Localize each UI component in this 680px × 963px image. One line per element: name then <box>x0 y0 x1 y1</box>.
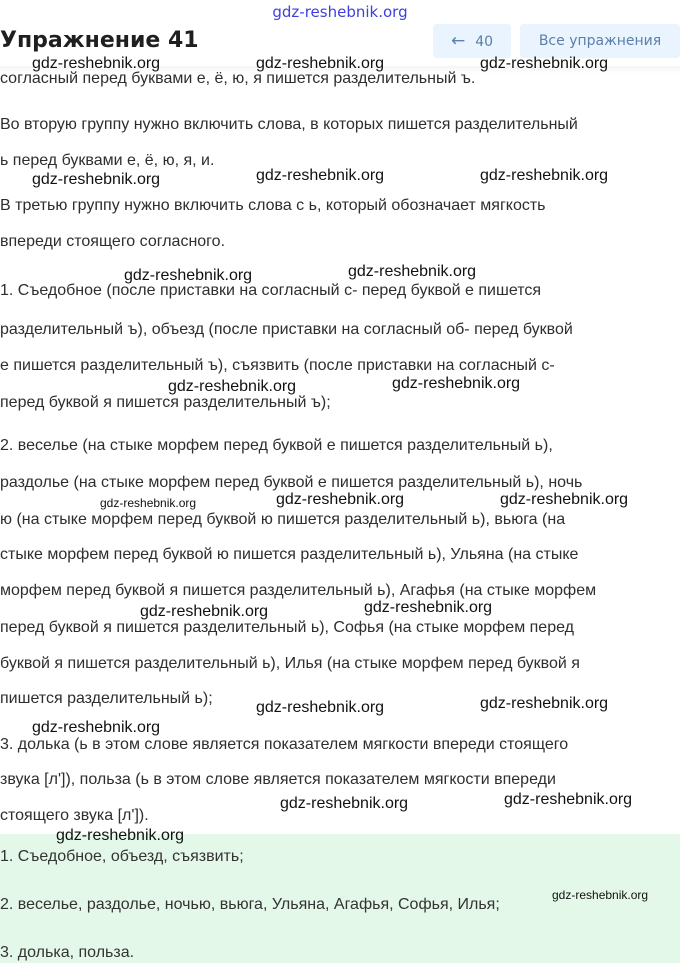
watermark: gdz-reshebnik.org <box>100 496 197 510</box>
site-watermark-top: gdz-reshebnik.org <box>272 3 408 21</box>
text-line: звука [л']), польза (ь в этом слове является показателем мягкости впереди <box>0 771 556 788</box>
text-line: впереди стоящего согласного. <box>0 233 226 250</box>
watermark: gdz-reshebnik.org <box>552 888 649 902</box>
text-line: стыке морфем перед буквой ю пишется разделительный ь), Ульяна (на стыке <box>0 546 579 563</box>
watermark: gdz-reshebnik.org <box>276 491 405 508</box>
answer-line: 3. долька, польза. <box>0 944 135 961</box>
watermark: gdz-reshebnik.org <box>364 599 493 616</box>
text-line: раздолье (на стыке морфем перед буквой е пишется разделительный ь), ночь <box>0 474 583 491</box>
watermark: gdz-reshebnik.org <box>256 699 385 716</box>
prev-exercise-button[interactable] <box>433 24 511 58</box>
text-line: согласный перед буквами е, ё, ю, я пишется разделительный ъ. <box>0 70 476 87</box>
watermark: gdz-reshebnik.org <box>32 719 161 736</box>
answer-line: 1. Съедобное, объезд, съязвить; <box>0 848 244 865</box>
text-line: морфем перед буквой я пишется разделительный ь), Агафья (на стыке морфем <box>0 582 597 599</box>
watermark: gdz-reshebnik.org <box>348 263 477 280</box>
text-line: е пишется разделительный ъ), съязвить (после приставки на согласный с- <box>0 357 555 374</box>
watermark: gdz-reshebnik.org <box>124 267 253 284</box>
watermark: gdz-reshebnik.org <box>256 167 385 184</box>
text-line: В третью группу нужно включить слова с ь, который обозначает мягкость <box>0 197 546 214</box>
watermark: gdz-reshebnik.org <box>168 378 297 395</box>
watermark: gdz-reshebnik.org <box>480 167 609 184</box>
watermark: gdz-reshebnik.org <box>392 375 521 392</box>
arrow-left-icon: ← <box>450 31 466 51</box>
text-line: Во вторую группу нужно включить слова, в которых пишется разделительный <box>0 116 578 133</box>
watermark: gdz-reshebnik.org <box>504 791 633 808</box>
watermark: gdz-reshebnik.org <box>56 827 185 844</box>
prev-exercise-label: 40 <box>475 34 494 50</box>
text-line: пишется разделительный ь); <box>0 690 213 707</box>
text-line: 2. веселье (на стыке морфем перед буквой е пишется разделительный ь), <box>0 437 553 454</box>
watermark: gdz-reshebnik.org <box>32 171 161 188</box>
text-line: стоящего звука [л']). <box>0 807 149 824</box>
text-line: буквой я пишется разделительный ь), Илья (на стыке морфем перед буквой я <box>0 655 580 672</box>
text-line: ю (на стыке морфем перед буквой ю пишется разделительный ь), вьюга (на <box>0 511 566 528</box>
text-line: 1. Съедобное (после приставки на согласный с- перед буквой е пишется <box>0 282 541 299</box>
text-line: 3. долька (ь в этом слове является показателем мягкости впереди стоящего <box>0 736 569 753</box>
text-line: ь перед буквами е, ё, ю, я, и. <box>0 152 215 169</box>
answer-line: 2. веселье, раздолье, ночью, вьюга, Ульяна, Агафья, Софья, Илья; <box>0 896 500 913</box>
watermark: gdz-reshebnik.org <box>32 55 161 72</box>
watermark: gdz-reshebnik.org <box>480 55 609 72</box>
text-line: перед буквой я пишется разделительный ь), Софья (на стыке морфем перед <box>0 619 574 636</box>
watermark: gdz-reshebnik.org <box>256 55 385 72</box>
text-line: перед буквой я пишется разделительный ъ); <box>0 394 331 411</box>
watermark: gdz-reshebnik.org <box>500 491 629 508</box>
watermark: gdz-reshebnik.org <box>280 795 409 812</box>
watermark: gdz-reshebnik.org <box>140 603 269 620</box>
watermark: gdz-reshebnik.org <box>480 695 609 712</box>
page-title: Упражнение 41 <box>0 28 199 53</box>
text-line: разделительный ъ), объезд (после приставки на согласный об- перед буквой <box>0 321 573 338</box>
all-exercises-button[interactable]: Все упражнения <box>520 24 680 58</box>
